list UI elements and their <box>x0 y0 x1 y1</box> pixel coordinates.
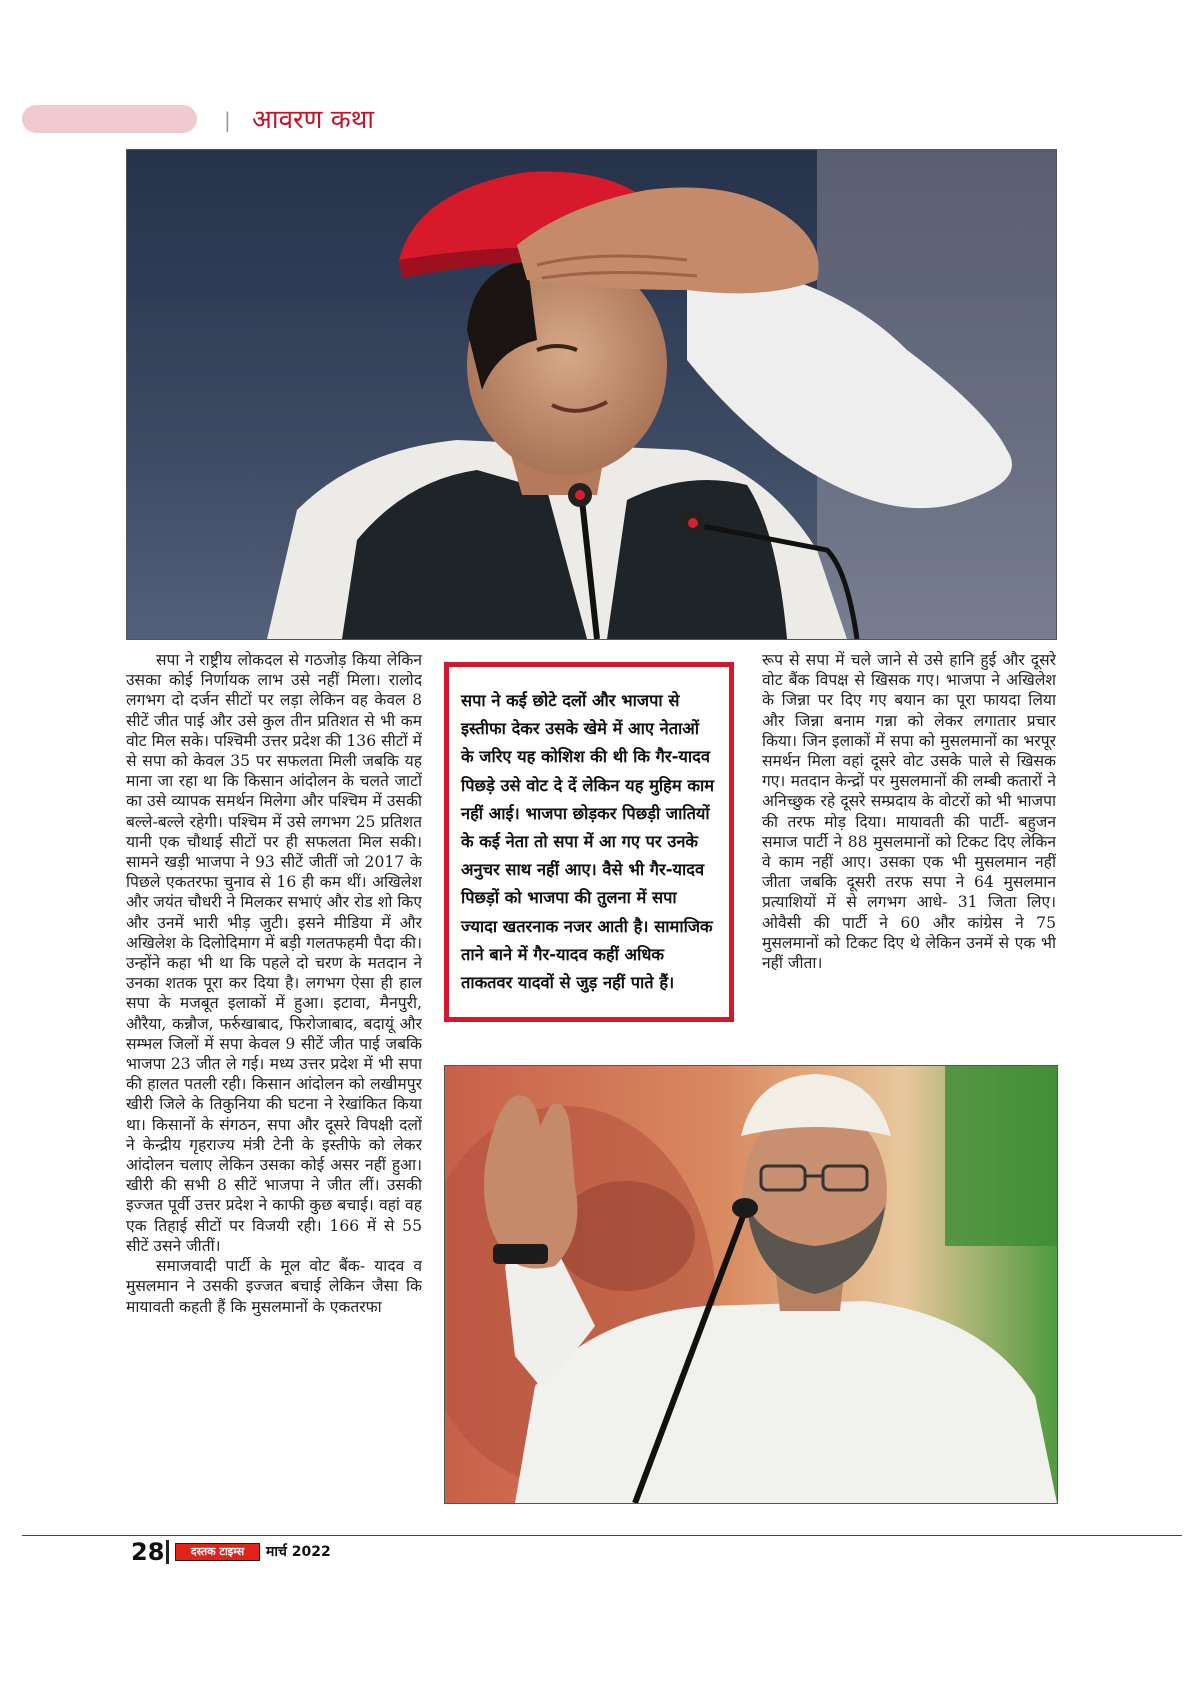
section-tab-pill <box>22 105 197 133</box>
pull-quote-text: सपा ने कई छोटे दलों और भाजपा से इस्तीफा देकर उसके खेमे में आए नेताओं के जरिए यह कोशिश की थी कि गैर-यादव पिछड़े उसे वोट दे दें लेकिन यह मुहिम काम नहीं आई। भाजपा छोड़कर पिछड़ी जातियों के कई नेता तो सपा में आ गए पर उनके अनुचर साथ नहीं आए। वैसे भी गैर-यादव पिछड़ों को भाजपा की तुलना में सपा ज्यादा खतरनाक नजर आती है। सामाजिक ताने बाने में गैर-यादव कहीं अधिक ताकतवर यादवों से जुड़ नहीं पाते हैं। <box>461 691 714 993</box>
section-title: आवरण कथा <box>252 105 375 135</box>
article-column-left <box>126 650 422 1505</box>
publication-logo: दस्तक टाइम्स <box>175 1543 260 1561</box>
footer-rule <box>22 1535 1182 1536</box>
header-separator: | <box>224 108 231 132</box>
article-paragraph: सपा ने राष्ट्रीय लोकदल से गठजोड़ किया लेकिन उसका कोई निर्णायक लाभ उसे नहीं मिला। रालोद लगभग दो दर्जन सीटों पर लड़ा लेकिन वह केवल 8 सीटें जीत पाई और उसे कुल तीन प्रतिशत से भी कम वोट मिल सके। पश्चिमी उत्तर प्रदेश की 136 सीटों में से सपा को केवल 35 पर सफलता मिली जबकि यह माना जा रहा था कि किसान आंदोलन के चलते जाटों का उसे व्यापक समर्थन मिलेगा और पश्चिम में उसकी बल्ले-बल्ले रहेगी। पश्चिम में उसे लगभग 25 प्रतिशत यानी एक चौथाई सीटों पर ही सफलता मिल सकी। सामने खड़ी भाजपा ने 93 सीटें जीतीं जो 2017 के पिछले एकतरफा चुनाव से 16 ही कम थीं। अखिलेश और जयंत चौधरी ने मिलकर सभाएं और रोड शो किए और उनमें भारी भीड़ जुटी। इसने मीडिया में और अखिलेश के दिलोदिमाग में बड़ी गलतफहमी पैदा की। उन्होंने कहा भी था कि पहले दो चरण के मतदान ने उनका शतक पूरा कर दिया है। लगभग ऐसा ही हाल सपा के मजबूत इलाकों में हुआ। इटावा, मैनपुरी, औरैया, कन्नौज, फर्रुखाबाद, फिरोजाबाद, बदायूं और सम्भल जिलों में सपा केवल 9 सीटें जीत पाई जबकि भाजपा 23 जीत ले गई। मध्य उत्तर प्रदेश में भी सपा की हालत पतली रही। किसान आंदोलन को लखीमपुर खीरी जिले के तिकुनिया की घटना ने रेखांकित किया था। किसानों के संगठन, सपा और दूसरे विपक्षी दलों ने केन्द्रीय गृहराज्य मंत्री टेनी के इस्तीफे को लेकर आंदोलन चलाए लेकिन उसका कोई असर नहीं हुआ। खीरी की सभी 8 सीटें भाजपा ने जीत लीं। उसकी इज्जत पूर्वी उत्तर प्रदेश ने काफी कुछ बचाई। वहां वह एक तिहाई सीटों पर विजयी रही। 166 में से 55 सीटें उसने जीतीं। <box>126 651 422 1255</box>
article-paragraph: समाजवादी पार्टी के मूल वोट बैंक- यादव व मुसलमान ने उसकी इज्जत बचाई लेकिन जैसा कि मायावती कहती हैं कि मुसलमानों के एकतरफा <box>126 1257 422 1316</box>
footer-divider <box>166 1540 169 1564</box>
article-column-right <box>762 650 1056 1060</box>
secondary-photo-bearded-speaker <box>444 1065 1058 1504</box>
issue-date: मार्च 2022 <box>266 1544 331 1560</box>
pull-quote-box <box>444 662 734 1022</box>
page-number: 28 <box>131 1538 165 1566</box>
lead-photo-illustration <box>127 150 1056 639</box>
secondary-photo-illustration <box>445 1066 1057 1503</box>
article-paragraph: रूप से सपा में चले जाने से उसे हानि हुई और दूसरे वोट बैंक विपक्ष से खिसक गए। भाजपा ने अखिलेश के जिन्ना पर दिए गए बयान का पूरा फायदा लिया और जिन्ना बनाम गन्ना को लेकर लगातार प्रचार किया। जिन इलाकों में सपा को मुसलमानों का भरपूर समर्थन मिला वहां दूसरे वोट उसके पाले से खिसक गए। मतदान केन्द्रों पर मुसलमानों की लम्बी कतारों ने अनिच्छुक रहे दूसरे सम्प्रदाय के वोटरों को भी भाजपा की तरफ मोड़ दिया। मायावती की पार्टी- बहुजन समाज पार्टी ने 88 मुसलमानों को टिकट दिए लेकिन वे काम नहीं आए। उसका एक भी मुसलमान नहीं जीता जबकि दूसरी तरफ सपा ने 64 मुसलमान प्रत्याशियों में से लगभग आधे- 31 जिता लिए। ओवैसी की पार्टी ने 60 और कांग्रेस ने 75 मुसलमानों को टिकट दिए थे लेकिन उनमें से एक भी नहीं जीता। <box>762 651 1056 973</box>
lead-photo-speaker-red-cap <box>126 149 1057 640</box>
